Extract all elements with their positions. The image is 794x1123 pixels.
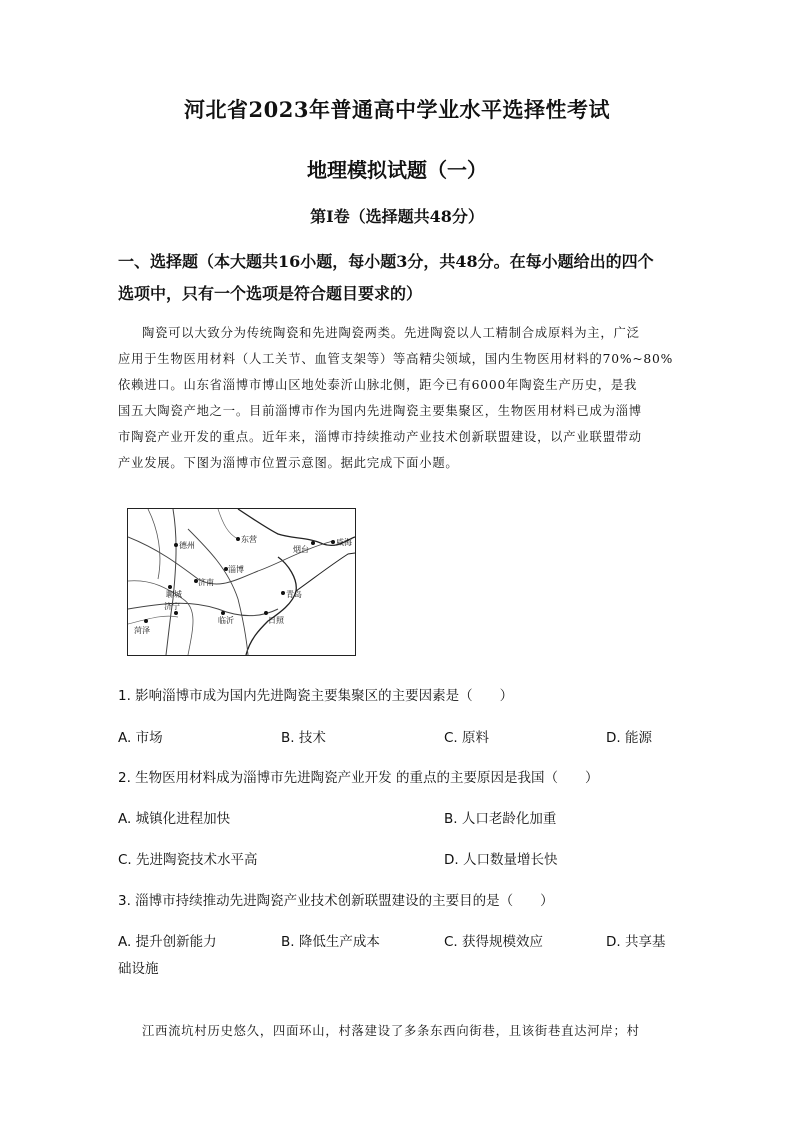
- map-label-qingdao: 青岛: [286, 590, 302, 599]
- question-3-option-a[interactable]: A. 提升创新能力: [118, 934, 217, 950]
- section-heading: 一、选择题（本大题共16小题，每小题3分，共48分。在每小题给出的四个 选项中，只有一个选项是符合题目要求的）: [118, 252, 654, 303]
- map-label-jining: 济宁: [164, 602, 180, 611]
- question-1-stem: 1. 影响淄博市成为国内先进陶瓷主要集聚区的主要因素是（ ）: [118, 688, 514, 704]
- question-1-option-d[interactable]: D. 能源: [606, 730, 652, 746]
- question-1-option-a[interactable]: A. 市场: [118, 730, 163, 746]
- passage-line: 依赖进口。山东省淄博市博山区地处泰沂山脉北侧，距今已有6000年陶瓷生产历史，是我: [118, 378, 638, 392]
- passage-line: 陶瓷可以大致分为传统陶瓷和先进陶瓷两类。先进陶瓷以人工精制合成原料为主，广泛: [142, 326, 640, 340]
- question-2-option-d[interactable]: D. 人口数量增长快: [444, 852, 558, 868]
- question-3-option-d[interactable]: D. 共享基: [606, 934, 666, 950]
- question-3-option-c[interactable]: C. 获得规模效应: [444, 934, 544, 950]
- map-label-dongying: 东营: [241, 535, 257, 544]
- question-3-option-b[interactable]: B. 降低生产成本: [281, 934, 380, 950]
- question-2-option-c[interactable]: C. 先进陶瓷技术水平高: [118, 852, 258, 868]
- map-label-yantai: 烟台: [293, 545, 309, 554]
- passage-line: 产业发展。下图为淄博市位置示意图。据此完成下面小题。: [118, 456, 459, 470]
- map-label-liaocheng: 聊城: [166, 590, 182, 599]
- question-1-option-b[interactable]: B. 技术: [281, 730, 326, 746]
- map-label-zibo: 淄博: [228, 565, 244, 574]
- question-2-stem: 2. 生物医用材料成为淄博市先进陶瓷产业开发 的重点的主要原因是我国（ ）: [118, 770, 599, 786]
- map-label-jinan: 济南: [198, 578, 214, 587]
- question-1-option-c[interactable]: C. 原料: [444, 730, 490, 746]
- map-label-heze: 菏泽: [134, 626, 150, 635]
- passage-line: 市陶瓷产业开发的重点。近年来，淄博市持续推动产业技术创新联盟建设，以产业联盟带动: [118, 430, 642, 444]
- question-3-option-d-wrap: 础设施: [118, 961, 159, 977]
- exam-title: 河北省2023年普通高中学业水平选择性考试: [184, 97, 610, 122]
- passage-ceramics: [118, 320, 684, 476]
- passage-line: 国五大陶瓷产地之一。目前淄博市作为国内先进陶瓷主要集聚区，生物医用材料已成为淄博: [118, 404, 642, 418]
- map-label-dezhou: 德州: [179, 541, 195, 550]
- map-label-rizhao: 日照: [268, 616, 284, 625]
- passage-liukeng: [118, 1018, 684, 1044]
- passage-line: 江西流坑村历史悠久，四面环山，村落建设了多条东西向街巷，且该街巷直达河岸；村: [142, 1024, 640, 1038]
- exam-subtitle: 地理模拟试题（一）: [307, 158, 487, 182]
- question-3-stem: 3. 淄博市持续推动先进陶瓷产业技术创新联盟建设的主要目的是（ ）: [118, 893, 554, 909]
- question-2-option-a[interactable]: A. 城镇化进程加快: [118, 811, 231, 827]
- map-drawing: [128, 509, 355, 655]
- volume-title: 第Ⅰ卷（选择题共48分）: [310, 207, 484, 226]
- zibo-location-map: [127, 508, 356, 656]
- map-label-linyi: 临沂: [218, 616, 234, 625]
- map-label-weihai: 威海: [336, 538, 352, 547]
- passage-line: 应用于生物医用材料（人工关节、血管支架等）等高精尖领域，国内生物医用材料的70%~80%: [118, 352, 674, 366]
- question-2-option-b[interactable]: B. 人口老龄化加重: [444, 811, 557, 827]
